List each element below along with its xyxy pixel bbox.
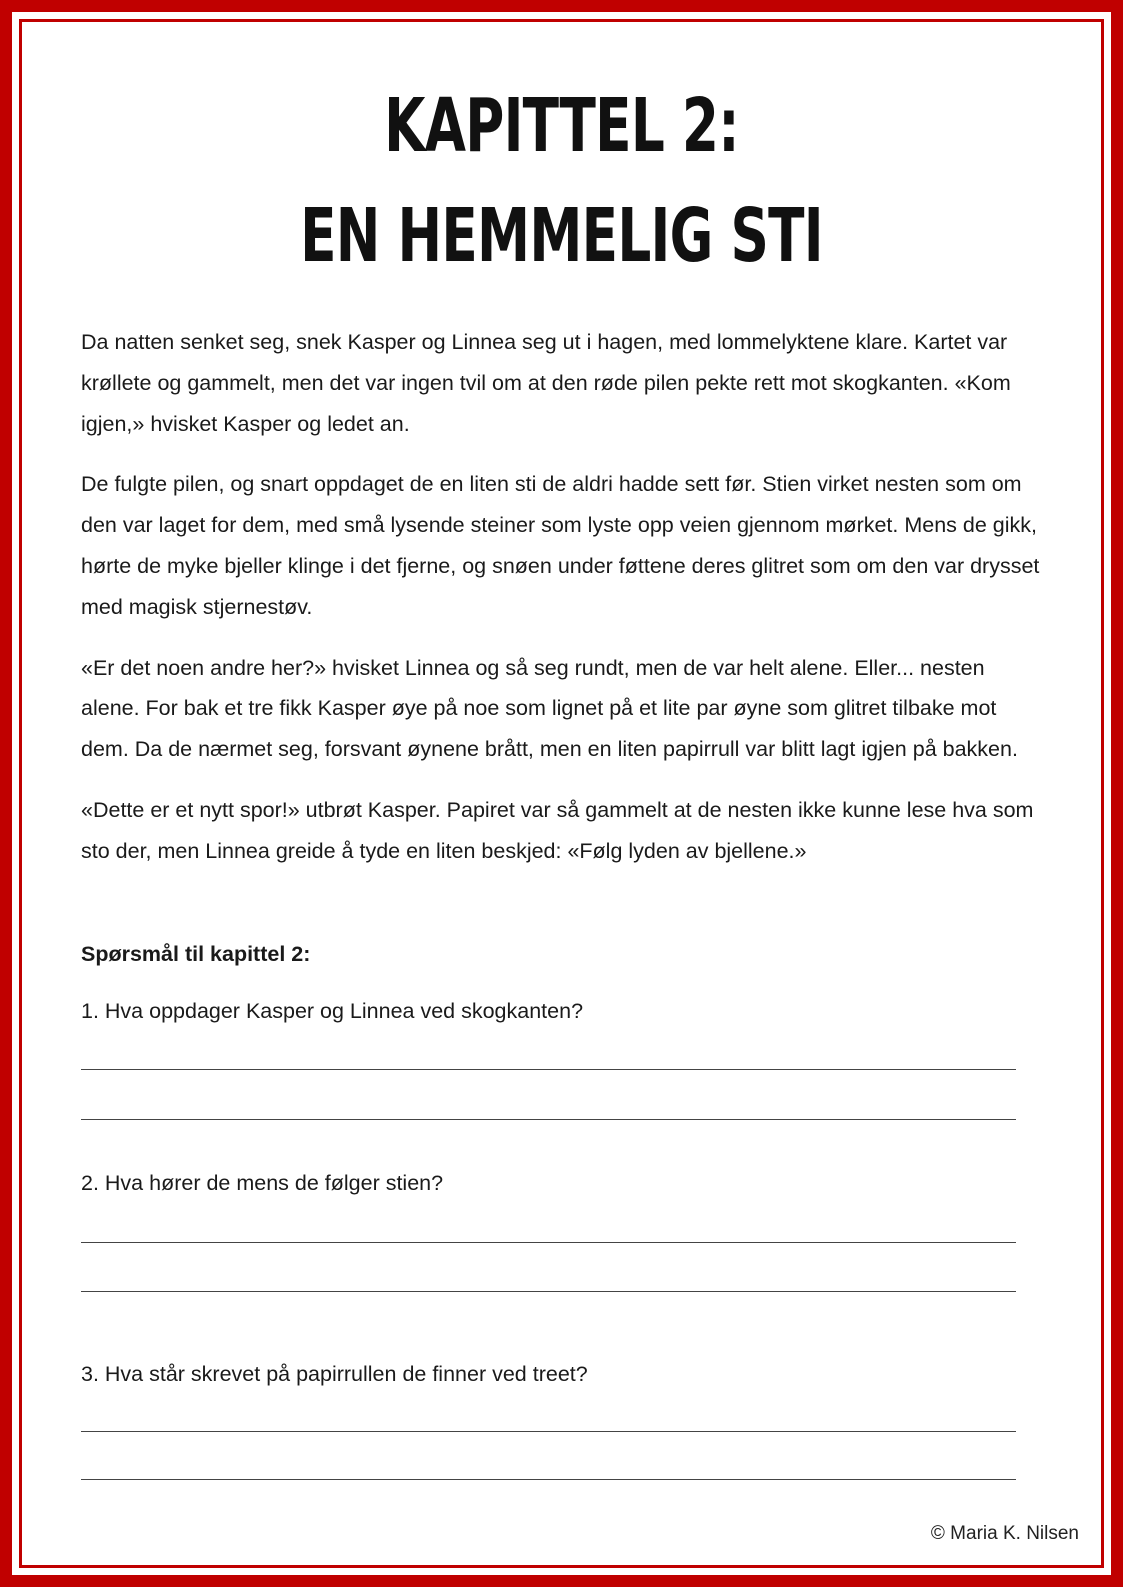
story-paragraph-3: «Er det noen andre her?» hvisket Linnea og så seg rundt, men de var helt alene. Eller... nesten alene. For bak et tre fikk Kasper øye på noe som lignet på et lite par øyne som glitret tilbake mot dem. Da de nærmet seg, forsvant øynene brått, men en liten papirrull var blitt lagt igjen på bakken. [81,655,1018,762]
question-1: 1. Hva oppdager Kasper og Linnea ved skogkanten? [81,999,584,1023]
questions-heading: Spørsmål til kapittel 2: [81,942,311,966]
answer-line-2b[interactable] [81,1291,1016,1292]
answer-line-1a[interactable] [81,1069,1016,1070]
question-2: 2. Hva hører de mens de følger stien? [81,1171,444,1195]
chapter-title-line-1: KAPITTEL 2: [384,83,739,169]
chapter-title-line-2: EN HEMMELIG STI [300,193,823,279]
story-paragraph-1: Da natten senket seg, snek Kasper og Linnea seg ut i hagen, med lommelyktene klare. Kartet var krøllete og gammelt, men det var ingen tvil om at den røde pilen pekte rett mot skogkanten. «Kom igjen,» hvisket Kasper og ledet an. [81,330,1011,436]
answer-line-3b[interactable] [81,1479,1016,1480]
story-paragraph-2: De fulgte pilen, og snart oppdaget de en liten sti de aldri hadde sett før. Stien virket nesten som om den var laget for dem, med små lysende steiner som lyste opp veien gjennom mørket. Mens de gikk, hørte de myke bjeller klinge i det fjerne, og snøen under føttene deres glitret som om den var drysset med magisk stjernestøv. [81,472,1040,619]
story-text [81,322,1043,892]
story-paragraph-4: «Dette er et nytt spor!» utbrøt Kasper. Papiret var så gammelt at de nesten ikke kunne lese hva som sto der, men Linnea greide å tyde en liten beskjed: «Følg lyden av bjellene.» [81,797,1034,863]
answer-line-2a[interactable] [81,1242,1016,1243]
question-3: 3. Hva står skrevet på papirrullen de finner ved treet? [81,1362,588,1386]
answer-line-3a[interactable] [81,1431,1016,1432]
answer-line-1b[interactable] [81,1119,1016,1120]
copyright-credit: © Maria K. Nilsen [930,1523,1079,1544]
